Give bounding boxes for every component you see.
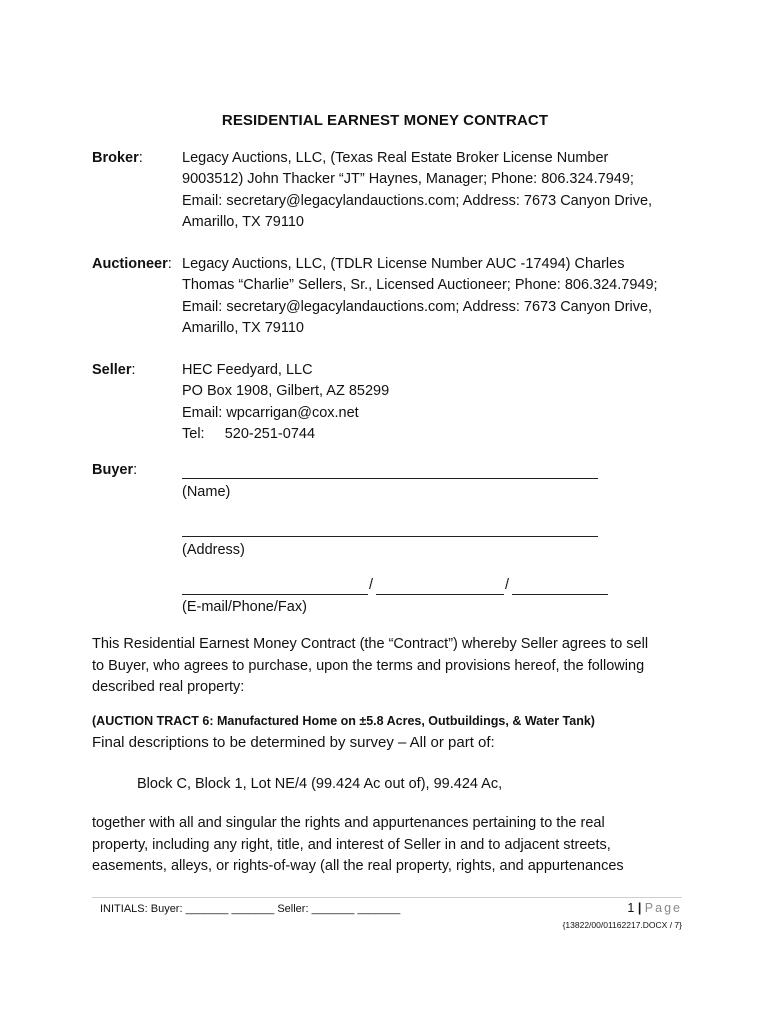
appurtenances-line: together with all and singular the rights and appurtenances pertaining to the real: [92, 815, 605, 831]
auctioneer-label-colon: :: [167, 256, 172, 272]
page-separator: |: [637, 901, 642, 915]
buyer-name-line[interactable]: [182, 478, 598, 479]
auctioneer-line: Amarillo, TX 79110: [182, 319, 304, 336]
page-number-value: 1: [627, 901, 635, 915]
buyer-address-line[interactable]: [182, 536, 598, 537]
appurtenances-line: property, including any right, title, and interest of Seller in and to adjacent streets,: [92, 836, 611, 853]
buyer-fax-line[interactable]: [512, 594, 608, 595]
seller-line: Email: wpcarrigan@cox.net: [182, 404, 359, 421]
tract-heading: (AUCTION TRACT 6: Manufactured Home on ±5.8 Acres, Outbuildings, & Water Tank): [92, 714, 595, 728]
intro-line: This Residential Earnest Money Contract (the “Contract”) whereby Seller agrees to sell: [92, 636, 649, 652]
auctioneer-details: [182, 254, 682, 339]
intro-paragraph: [92, 634, 692, 699]
buyer-email-line[interactable]: [182, 594, 368, 595]
buyer-address-caption: (Address): [182, 542, 245, 558]
auctioneer-label-text: Auctioneer: [92, 256, 168, 272]
buyer-name-caption: (Name): [182, 484, 231, 500]
page-number: [627, 901, 682, 915]
seller-details: [182, 360, 682, 445]
buyer-contact-caption: (E-mail/Phone/Fax): [182, 599, 307, 615]
intro-line: described real property:: [92, 679, 245, 695]
auctioneer-label: [92, 256, 172, 272]
broker-label: [92, 150, 143, 166]
legal-description: Block C, Block 1, Lot NE/4 (99.424 Ac out of), 99.424 Ac,: [137, 776, 503, 792]
broker-line: Legacy Auctions, LLC, (Texas Real Estate Broker License Number: [182, 150, 609, 166]
buyer-contact-slash: /: [505, 577, 510, 593]
buyer-label-colon: :: [133, 462, 138, 478]
broker-line: 9003512) John Thacker “JT” Haynes, Manager; Phone: 806.324.7949;: [182, 171, 634, 188]
intro-line: to Buyer, who agrees to purchase, upon the terms and provisions hereof, the following: [92, 657, 645, 674]
footer-divider: [92, 897, 682, 898]
broker-line: Amarillo, TX 79110: [182, 213, 304, 230]
broker-label-colon: :: [138, 150, 143, 166]
buyer-label-text: Buyer: [92, 462, 134, 478]
seller-label-colon: :: [131, 362, 136, 378]
seller-label-text: Seller: [92, 362, 132, 378]
seller-line: Tel: 520-251-0744: [182, 425, 316, 442]
initials-line: INITIALS: Buyer: _______ _______ Seller: _______ _______: [100, 903, 401, 915]
broker-line: Email: secretary@legacylandauctions.com; Address: 7673 Canyon Drive,: [182, 192, 653, 209]
auctioneer-line: Email: secretary@legacylandauctions.com; Address: 7673 Canyon Drive,: [182, 298, 653, 315]
final-description: Final descriptions to be determined by survey – All or part of:: [92, 734, 495, 751]
broker-label-text: Broker: [92, 150, 139, 166]
document-title: RESIDENTIAL EARNEST MONEY CONTRACT: [221, 112, 549, 129]
buyer-label: [92, 462, 137, 478]
buyer-contact-slash: /: [369, 577, 374, 593]
document-reference: {13822/00/01162217.DOCX / 7}: [562, 920, 682, 930]
appurtenances-paragraph: [92, 813, 692, 878]
auctioneer-line: Legacy Auctions, LLC, (TDLR License Number AUC -17494) Charles: [182, 256, 625, 272]
buyer-phone-line[interactable]: [376, 594, 504, 595]
seller-line: PO Box 1908, Gilbert, AZ 85299: [182, 383, 390, 400]
seller-line: HEC Feedyard, LLC: [182, 362, 313, 378]
seller-label: [92, 362, 136, 378]
auctioneer-line: Thomas “Charlie” Sellers, Sr., Licensed Auctioneer; Phone: 806.324.7949;: [182, 277, 658, 294]
page-word: Page: [644, 901, 682, 915]
broker-details: [182, 148, 682, 233]
appurtenances-line: easements, alleys, or rights-of-way (all the real property, rights, and appurtenances: [92, 858, 624, 874]
